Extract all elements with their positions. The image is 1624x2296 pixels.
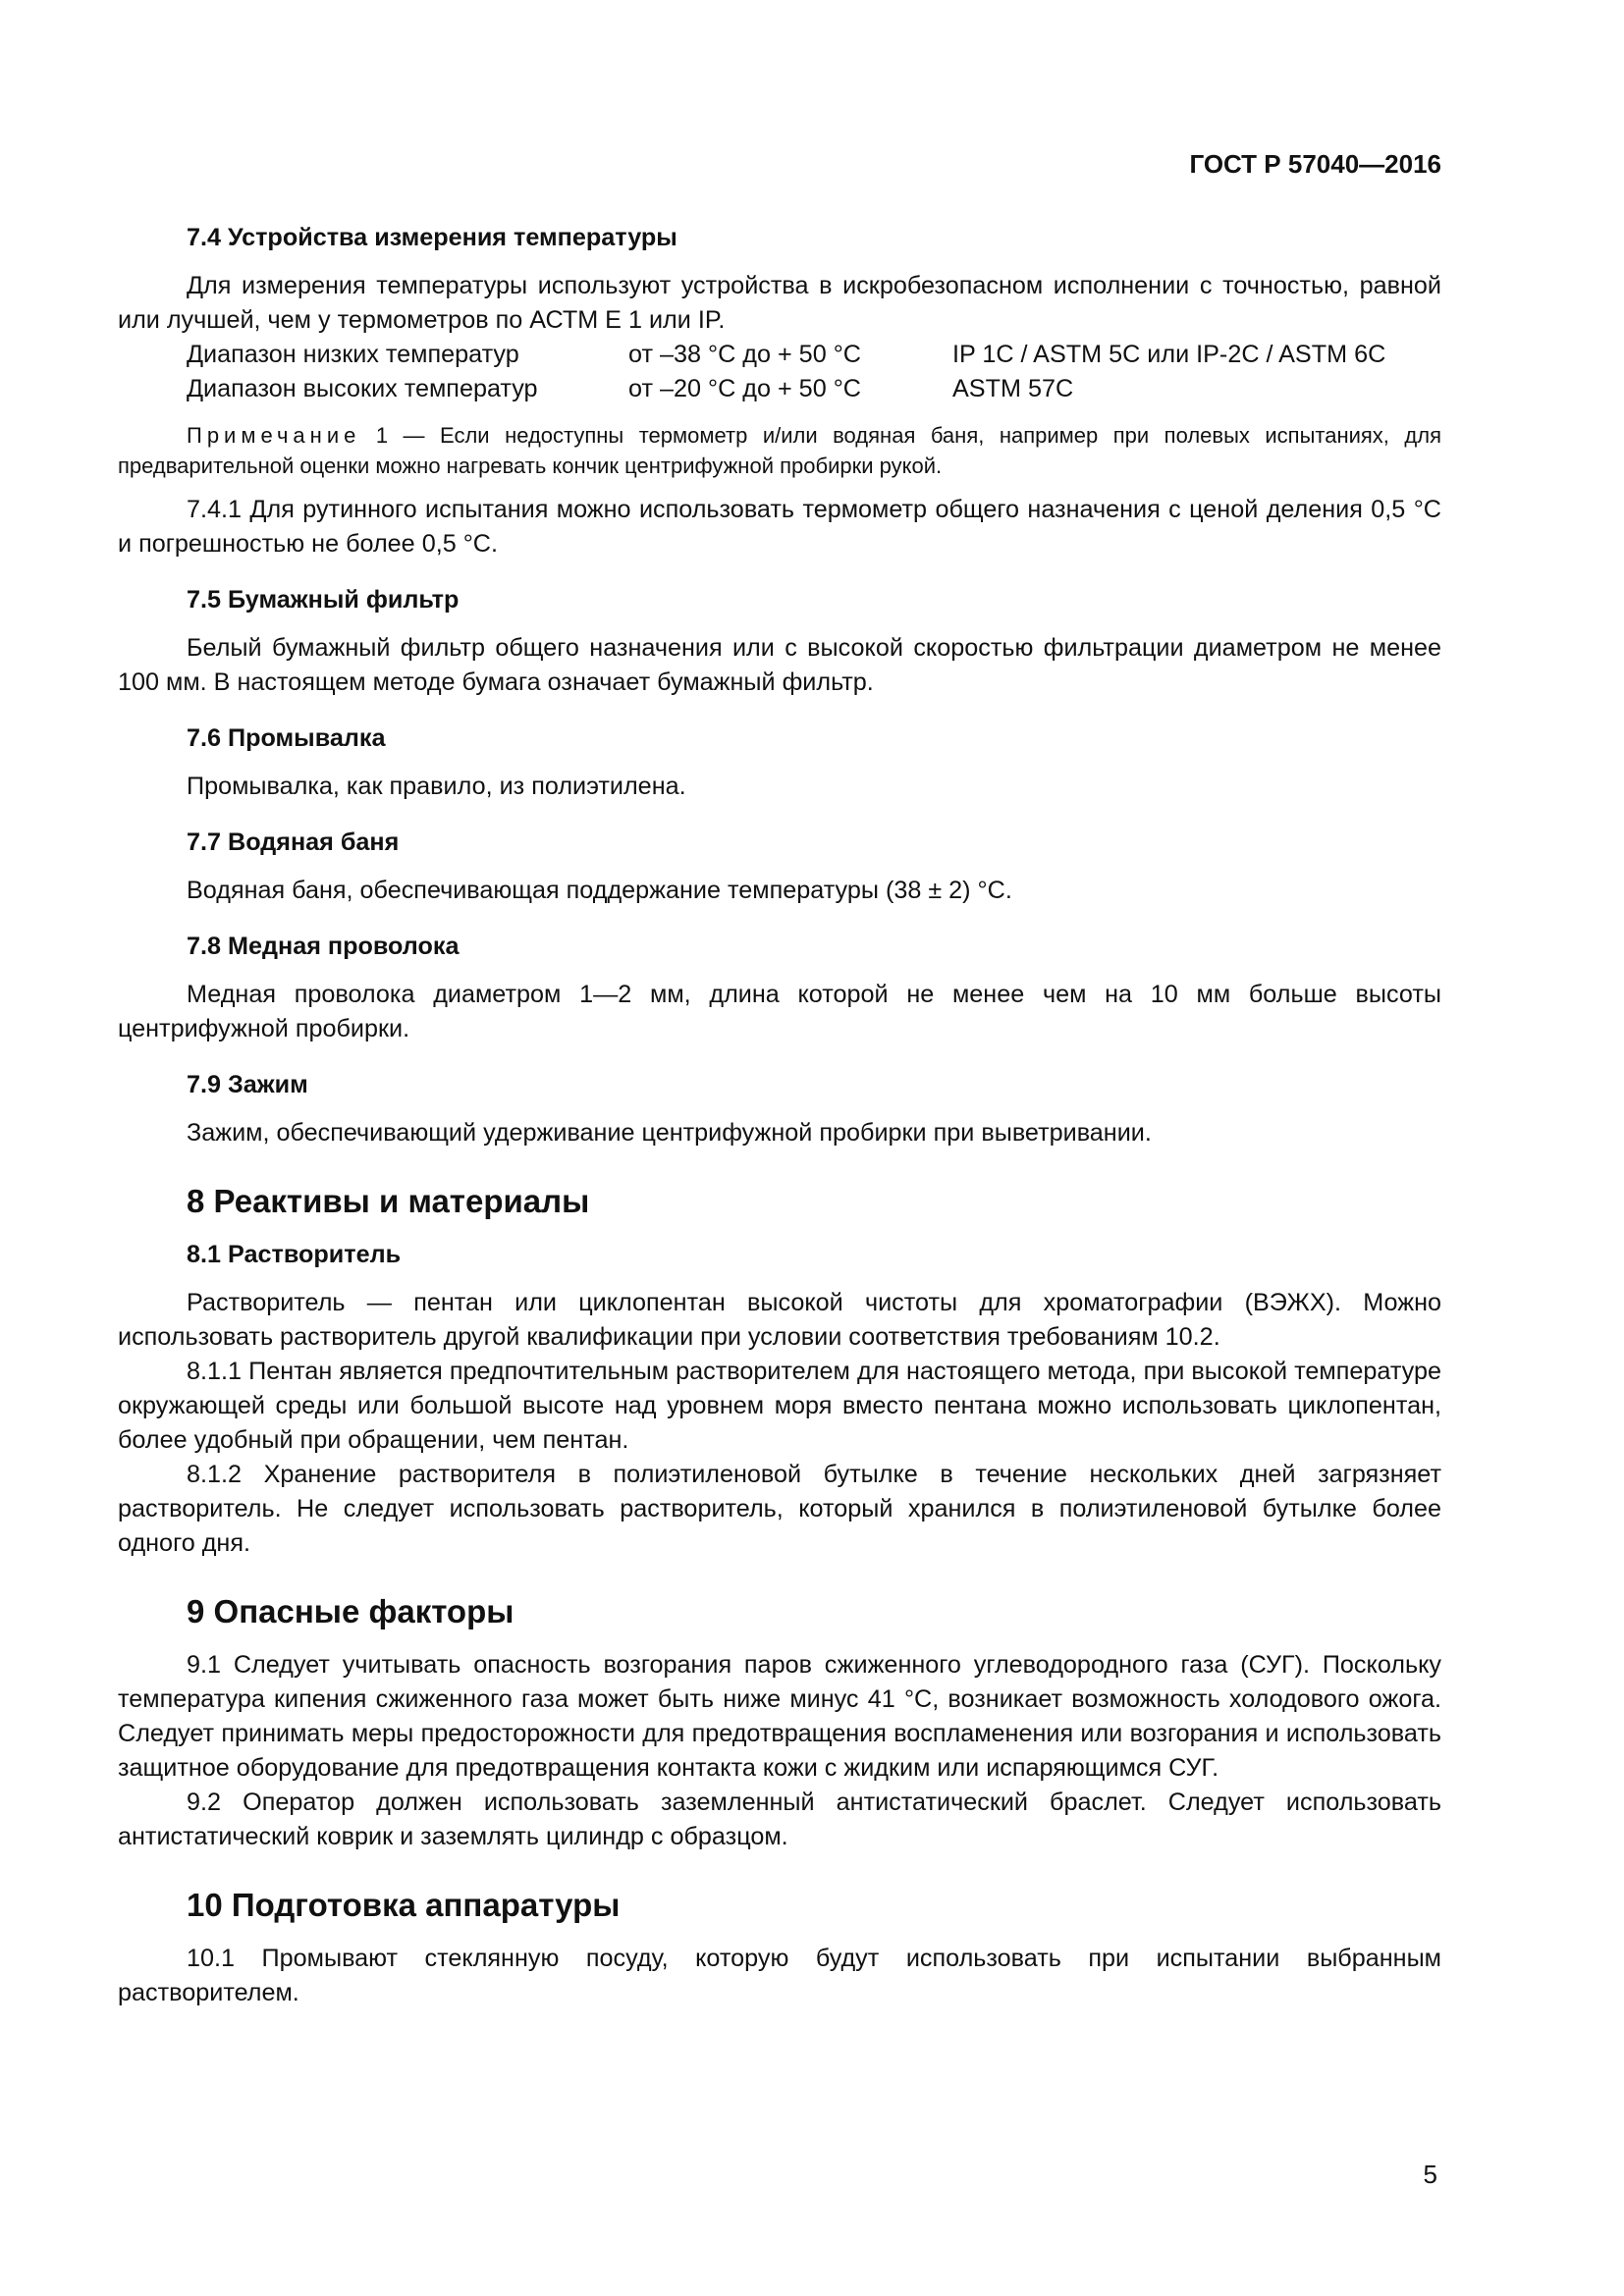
range-name: Диапазон низких температур [187,341,519,368]
paragraph: 9.2 Оператор должен использовать заземленный антистатический браслет. Следует использовать антистатический коврик и заземлять цилиндр с образцом. [118,1789,1441,1850]
section-heading-9: 9 Опасные факторы [187,1593,514,1629]
section-heading-8: 8 Реактивы и материалы [187,1183,590,1219]
paragraph: Медная проволока диаметром 1—2 мм, длина которой не менее чем на 10 мм больше высоты центрифужной пробирки. [118,981,1441,1042]
range-name: Диапазон высоких температур [187,375,538,402]
range-thermometer: ASTM 57C [952,375,1074,402]
section-heading-7-8: 7.8 Медная проволока [187,933,460,960]
note-text: 1 — Если недоступны термометр и/или водяная баня, например при полевых испытаниях, для предварительной оценки можно нагревать кончик центрифужной пробирки рукой. [118,423,1441,478]
paragraph: Для измерения температуры используют устройства в искробезопасном исполнении с точностью, равной или лучшей, чем у термометров по АСТМ Е 1 или IP. [118,272,1441,334]
section-heading-8-1: 8.1 Растворитель [187,1241,402,1268]
range-value: от –38 °С до + 50 °С [628,341,861,368]
range-thermometer: IP 1C / ASTM 5C или IP-2C / ASTM 6C [952,341,1386,368]
page-number: 5 [1423,2160,1437,2189]
note-label: Примечание [187,423,361,448]
range-value: от –20 °С до + 50 °С [628,375,861,402]
temperature-range-row [118,372,1441,406]
document-body [118,221,1441,2010]
paragraph: Зажим, обеспечивающий удерживание центрифужной пробирки при выветривании. [187,1119,1152,1147]
paragraph: 8.1.2 Хранение растворителя в полиэтиленовой бутылке в течение нескольких дней загрязняет растворитель. Не следует использовать растворитель, который хранился в полиэтиленовой бутылке более одного дня. [118,1461,1441,1557]
paragraph: Промывалка, как правило, из полиэтилена. [187,773,686,800]
section-heading-7-9: 7.9 Зажим [187,1071,308,1098]
paragraph: 9.1 Следует учитывать опасность возгорания паров сжиженного углеводородного газа (СУГ). Поскольку температура кипения сжиженного газа может быть ниже минус 41 °С, возникает возможность холодового ожога. Следует принимать меры предосторожности для предотвращения воспламенения или возгорания и использовать защитное оборудование для предотвращения контакта кожи с жидким или испаряющимся СУГ. [118,1651,1441,1782]
note [118,420,1441,481]
paragraph: 8.1.1 Пентан является предпочтительным растворителем для настоящего метода, при высокой температуре окружающей среды или большой высоте над уровнем моря вместо пентана можно использовать циклопентан, более удобный при обращении, чем пентан. [118,1358,1441,1454]
section-heading-7-5: 7.5 Бумажный фильтр [187,586,460,614]
paragraph: Растворитель — пентан или циклопентан высокой чистоты для хроматографии (ВЭЖХ). Можно использовать растворитель другой квалификации при условии соответствия требованиям 10.2. [118,1289,1441,1351]
document-id-header: ГОСТ Р 57040—2016 [1189,149,1441,179]
paragraph: 10.1 Промывают стеклянную посуду, которую будут использовать при испытании выбранным растворителем. [118,1945,1441,2006]
section-heading-10: 10 Подготовка аппаратуры [187,1887,621,1923]
paragraph: 7.4.1 Для рутинного испытания можно использовать термометр общего назначения с ценой деления 0,5 °С и погрешностью не более 0,5 °С. [118,496,1441,558]
section-heading-7-4: 7.4 Устройства измерения температуры [187,224,677,251]
temperature-range-row [118,338,1441,372]
section-heading-7-7: 7.7 Водяная баня [187,828,400,856]
paragraph: Белый бумажный фильтр общего назначения или с высокой скоростью фильтрации диаметром не менее 100 мм. В настоящем методе бумага означает бумажный фильтр. [118,634,1441,696]
paragraph: Водяная баня, обеспечивающая поддержание температуры (38 ± 2) °С. [187,877,1012,904]
section-heading-7-6: 7.6 Промывалка [187,724,386,752]
